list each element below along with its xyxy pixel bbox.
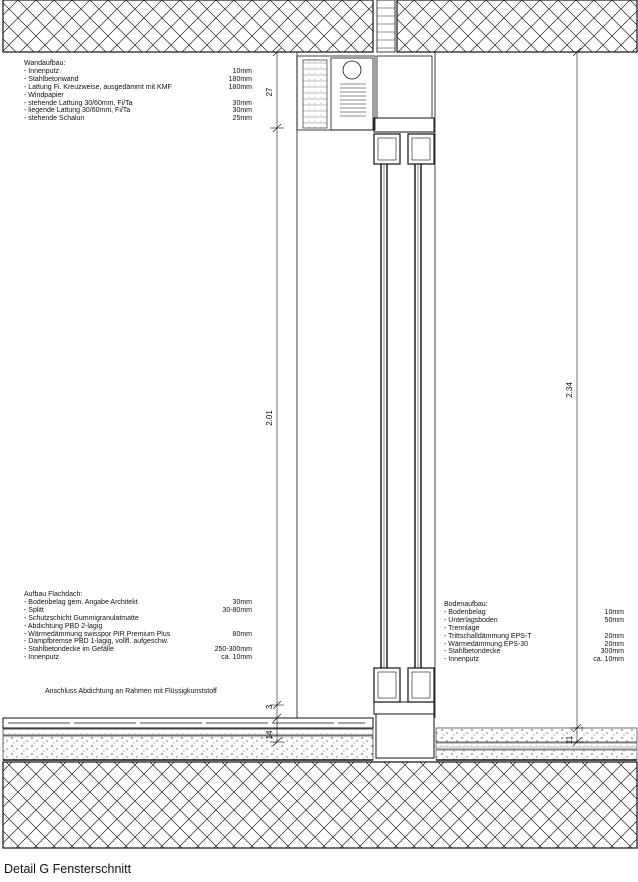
wall-spec-row bbox=[24, 68, 252, 76]
floor-spec-row bbox=[444, 609, 624, 617]
roof-spec-row-label: - Dampfbremse PBD 1-lagig, vollfl. aufgeschw. bbox=[24, 638, 169, 646]
floor-spec-row bbox=[444, 617, 624, 625]
dim-2-34: 2.34 bbox=[565, 382, 574, 398]
wall-spec-row bbox=[24, 107, 252, 115]
wall-spec-row-value: 180mm bbox=[228, 75, 252, 83]
floor-spec-row-label: - Trennlage bbox=[444, 624, 480, 632]
wall-spec-row-label: - Stahlbetonwand bbox=[24, 75, 79, 83]
wall-spec-row-value: 30mm bbox=[232, 107, 252, 115]
ceiling-slab bbox=[3, 0, 637, 52]
roof-spec-row-label: - Bodenbelag gem. Angabe Architekt bbox=[24, 598, 138, 606]
roof-spec-row-value: ca. 10mm bbox=[221, 654, 252, 662]
wall-spec-row-label: - Innenputz bbox=[24, 67, 60, 75]
floor-spec-row bbox=[444, 641, 624, 649]
roof-spec-row bbox=[24, 646, 252, 654]
wall-spec-row-value: 10mm bbox=[232, 67, 252, 75]
dim-14: 14 bbox=[265, 730, 274, 740]
roof-layers bbox=[3, 718, 373, 760]
wall-spec bbox=[24, 60, 252, 123]
roof-spec-row bbox=[24, 607, 252, 615]
wall-spec-row bbox=[24, 76, 252, 84]
roof-spec-row-value: 250-300mm bbox=[214, 646, 252, 654]
floor-spec-row bbox=[444, 633, 624, 641]
dim-11: 11 bbox=[565, 735, 574, 745]
floor-spec-row-value: 300mm bbox=[600, 648, 624, 656]
page-title: Detail G Fensterschnitt bbox=[4, 862, 132, 876]
floor-spec-row bbox=[444, 656, 624, 664]
roof-spec-row-label: - Splitt bbox=[24, 606, 44, 614]
roof-spec-row-label: - Innenputz bbox=[24, 654, 60, 662]
wall-spec-row bbox=[24, 92, 252, 100]
wall-spec-row-value: 25mm bbox=[232, 115, 252, 123]
floor-spec-row-value: 20mm bbox=[604, 640, 624, 648]
floor-spec-row-label: - Wärmedämmung EPS-30 bbox=[444, 640, 529, 648]
roof-spec-row bbox=[24, 615, 252, 623]
roof-spec-row-value: 30-80mm bbox=[222, 606, 252, 614]
roof-spec-row-label: - Stahlbetondecke im Gefälle bbox=[24, 646, 114, 654]
floor-spec-row-label: - Innenputz bbox=[444, 656, 480, 664]
sealing-note: Anschluss Abdichtung an Rahmen mit Flüssigkunststoff bbox=[45, 688, 217, 695]
wall-spec-row bbox=[24, 100, 252, 108]
floor-spec bbox=[444, 601, 624, 664]
dim-2-01: 2.01 bbox=[265, 410, 274, 426]
wall-spec-row-label: - stehende Lattung 30/60mm, Fi/Ta bbox=[24, 99, 133, 107]
roof-spec-row bbox=[24, 654, 252, 662]
roof-spec-row-label: - Abdichtung PBD 2-lagig bbox=[24, 622, 103, 630]
wall-spec-row-label: - Windpapier bbox=[24, 91, 64, 99]
roof-spec-row bbox=[24, 623, 252, 631]
window-frame bbox=[374, 118, 434, 758]
wall-spec-row-label: - stehende Schalun bbox=[24, 115, 85, 123]
roof-spec-row-label: - Schutzschicht Gummigranulatmatte bbox=[24, 614, 139, 622]
floor-spec-row-value: 20mm bbox=[604, 632, 624, 640]
floor-layers bbox=[436, 728, 637, 760]
roof-spec bbox=[24, 591, 252, 662]
floor-spec-row-value: 10mm bbox=[604, 608, 624, 616]
wall-spec-row-label: - liegende Lattung 30/60mm, Fi/Ta bbox=[24, 107, 131, 115]
dim-3: 3 bbox=[265, 704, 274, 710]
floor-spec-row bbox=[444, 648, 624, 656]
floor-spec-row-value: ca. 10mm bbox=[593, 656, 624, 664]
wall-spec-row bbox=[24, 84, 252, 92]
floor-spec-row bbox=[444, 625, 624, 633]
dim-27: 27 bbox=[265, 87, 274, 97]
lintel-masonry bbox=[377, 0, 395, 52]
wall-spec-row-value: 30mm bbox=[232, 99, 252, 107]
floor-spec-row-value: 50mm bbox=[604, 616, 624, 624]
wall-spec-row bbox=[24, 115, 252, 123]
roof-spec-row-label: - Wärmedämmung swisspor PIR Premium Plus bbox=[24, 630, 171, 638]
roof-spec-row bbox=[24, 599, 252, 607]
roof-spec-row bbox=[24, 631, 252, 639]
floor-spec-row-label: - Unterlagsboden bbox=[444, 616, 498, 624]
floor-slab bbox=[3, 762, 637, 848]
blind-box bbox=[297, 56, 432, 130]
roof-spec-title: Aufbau Flachdach: bbox=[24, 591, 83, 598]
floor-spec-row-label: - Stahlbetondecke bbox=[444, 648, 501, 656]
wall-spec-row-value: 180mm bbox=[228, 83, 252, 91]
wall-spec-title: Wandaufbau: bbox=[24, 60, 66, 67]
roof-spec-row bbox=[24, 638, 252, 646]
floor-spec-row-label: - Bodenbelag bbox=[444, 608, 486, 616]
floor-spec-row-label: - Trittschalldämmung EPS-T bbox=[444, 632, 532, 640]
wall-spec-row-label: - Lattung Fi. Kreuzweise, ausgedämmt mit KMF bbox=[24, 83, 172, 91]
roof-spec-row-value: 80mm bbox=[232, 630, 252, 638]
roof-spec-row-value: 30mm bbox=[232, 598, 252, 606]
floor-spec-title: Bodenaufbau: bbox=[444, 601, 488, 608]
